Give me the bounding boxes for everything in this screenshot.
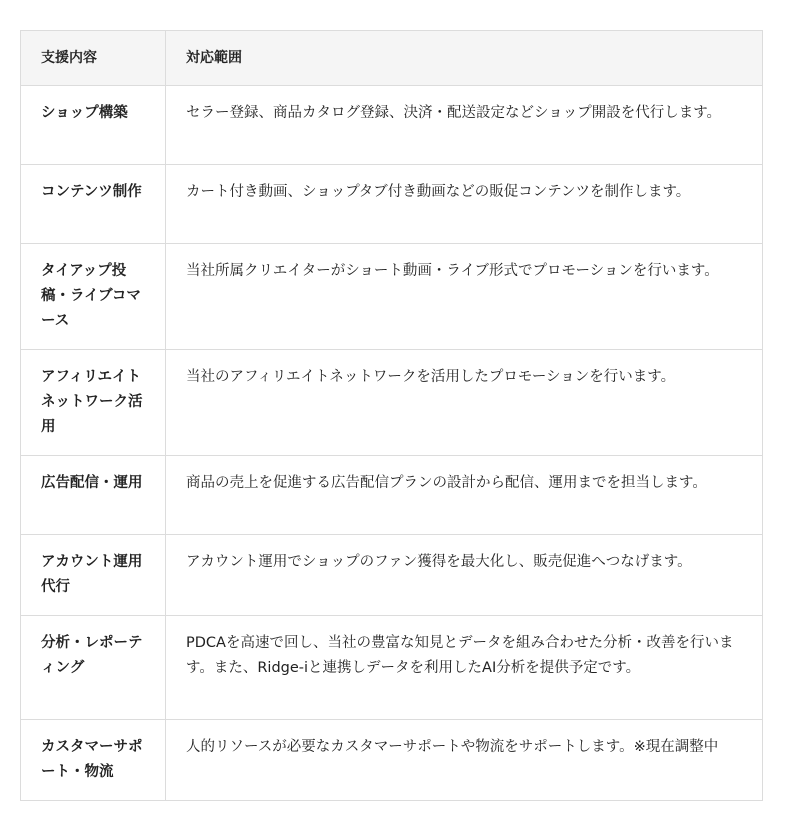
header-scope: 対応範囲	[166, 31, 763, 86]
row-item-label: アカウント運用代行	[21, 535, 166, 616]
row-description: セラー登録、商品カタログ登録、決済・配送設定などショップ開設を代行します。	[166, 86, 763, 165]
row-item-label: 広告配信・運用	[21, 456, 166, 535]
table-row	[21, 616, 763, 720]
row-description: 人的リソースが必要なカスタマーサポートや物流をサポートします。※現在調整中	[166, 720, 763, 801]
row-description: カート付き動画、ショップタブ付き動画などの販促コンテンツを制作します。	[166, 165, 763, 244]
row-item-label: 分析・レポーティング	[21, 616, 166, 720]
table-row	[21, 535, 763, 616]
row-description: 商品の売上を促進する広告配信プランの設計から配信、運用までを担当します。	[166, 456, 763, 535]
table-row	[21, 244, 763, 350]
table-row	[21, 456, 763, 535]
table-row	[21, 350, 763, 456]
table-row	[21, 165, 763, 244]
row-item-label: タイアップ投稿・ライブコマース	[21, 244, 166, 350]
row-item-label: ショップ構築	[21, 86, 166, 165]
row-description: 当社所属クリエイターがショート動画・ライブ形式でプロモーションを行います。	[166, 244, 763, 350]
header-support-content: 支援内容	[21, 31, 166, 86]
support-table	[20, 30, 763, 801]
row-description: PDCAを高速で回し、当社の豊富な知見とデータを組み合わせた分析・改善を行います。また、Ridge-iと連携しデータを利用したAI分析を提供予定です。	[166, 616, 763, 720]
row-description: 当社のアフィリエイトネットワークを活用したプロモーションを行います。	[166, 350, 763, 456]
table-row	[21, 720, 763, 801]
row-item-label: アフィリエイトネットワーク活用	[21, 350, 166, 456]
row-description: アカウント運用でショップのファン獲得を最大化し、販売促進へつなげます。	[166, 535, 763, 616]
row-item-label: カスタマーサポート・物流	[21, 720, 166, 801]
row-item-label: コンテンツ制作	[21, 165, 166, 244]
table-header-row	[21, 31, 763, 86]
table-row	[21, 86, 763, 165]
